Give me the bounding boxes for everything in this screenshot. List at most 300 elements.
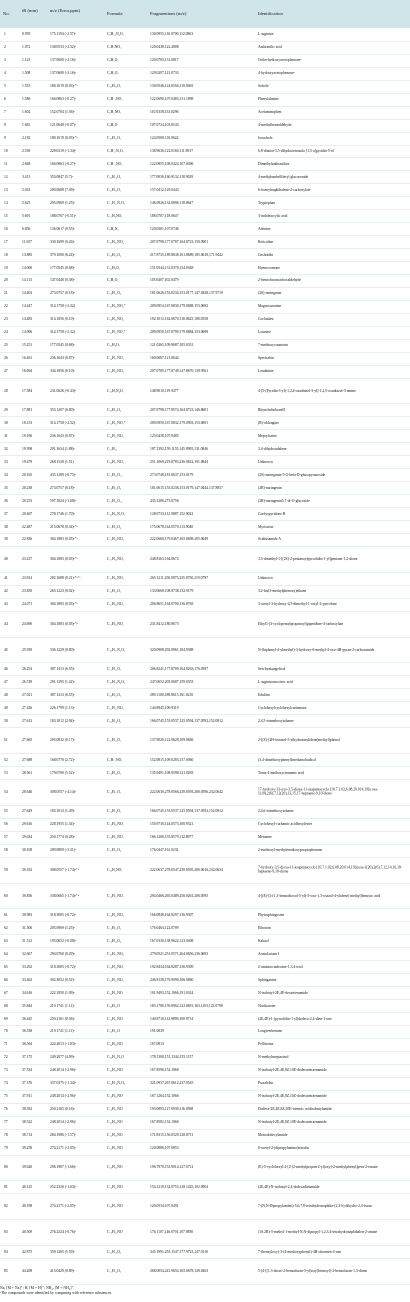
cell-formula: C₁₄H₂₅NO [107, 1042, 123, 1047]
table-row [0, 300, 410, 314]
cell-formula: C₉H₁₁NO₂ [107, 757, 123, 762]
cell-fragmentions: 167.1264,152.1066 [150, 1094, 179, 1099]
cell-no: 54 [4, 789, 8, 794]
cell-no: 81 [4, 1184, 8, 1189]
cell-no: 10 [4, 148, 8, 153]
cell-tr: 37.376 [22, 1081, 33, 1086]
cell-tr: 6.856 [22, 226, 31, 231]
table-row [0, 1258, 410, 1285]
cell-fragmentions: 107.0724,103.0543 [150, 122, 179, 127]
cell-identification: 5-[4-[(1,3-dioxo-2-benzofuran-5-yl)oxy]benzoyl]-2-benzofuran-1,3-dione [258, 1268, 368, 1273]
cell-tr: 30.983 [22, 912, 33, 917]
cell-fragmentions: 191.0839 [150, 1029, 164, 1034]
cell-fragmentions: 231.8412,180.8673 [150, 621, 179, 626]
cell-identification: Kakuol [258, 938, 269, 943]
cell-identification: 17-hydroxy-13-oxo-3,5-dioxa-11-azapentacyclo [10.7.1.02,6.08,20.014,19]icosa-1(19),2(6),7,12(20),13,15,17-heptaene-9,10-dione [258, 787, 379, 796]
cell-formula: C₁₈H₂₉NO [107, 1230, 123, 1235]
cell-fragmentions: 251.1069,219.0783,236.0822,191.0844 [150, 459, 209, 464]
footnote-reference: ᵃThe compounds were identified by comparing with reference substances. [0, 1290, 113, 1295]
cell-mz: 200.0688 (7.49)ᵃ [50, 187, 75, 192]
table-row [0, 365, 410, 379]
cell-mz: 168.0770 (2.72)ᵃ [50, 757, 75, 762]
cell-no: 17 [4, 239, 8, 244]
cell-tr: 38.522 [22, 1119, 33, 1124]
cell-tr: 20.467 [22, 511, 33, 516]
cell-identification: Edulitin [258, 692, 270, 697]
cell-no: 82 [4, 1204, 8, 1209]
table-row [0, 326, 410, 340]
cell-no: 51 [4, 737, 8, 742]
cell-identification: 4-[5-(Pyridin-3-yl)-1,2,4-oxadiazol-3-yl]-1,2,5-oxadiazol-3-amine [258, 388, 356, 393]
cell-fragmentions: 289.1100,188.8615,161.0210 [150, 692, 194, 697]
cell-tr: 40.509 [22, 1230, 33, 1235]
cell-formula: C₁₄H₂₃NO [107, 990, 123, 995]
cell-fragmentions: 176.0463,122.0709 [150, 925, 179, 930]
cell-mz: 379.1000 (6.24)ᵃ [50, 252, 75, 257]
cell-tr: 2.182 [22, 135, 31, 140]
cell-fragmentions: 124.0508,110.0624 [150, 135, 179, 140]
cell-fragmentions: 120.0381,107.0746 [150, 226, 179, 231]
cell-no: 70 [4, 1029, 8, 1034]
cell-formula: C₁₇H₂₃NO₂ [107, 576, 124, 581]
header-identification: Identification [258, 11, 283, 16]
cell-fragmentions: 154.1219,132.0753,128.1425,102.0904 [150, 1184, 209, 1189]
header-tr: tR (min) [22, 8, 38, 13]
cell-no: 39 [4, 537, 8, 542]
cell-mz: 137.0600 (-2.16)ᵃ [50, 71, 76, 76]
cell-formula: C₁₀H₁₂O₂ [107, 135, 122, 140]
cell-tr: 19.196 [22, 433, 33, 438]
cell-tr: 3.413 [22, 174, 31, 179]
cell-no: 83 [4, 1230, 8, 1235]
cell-identification: Metazine [258, 835, 272, 840]
cell-no: 9 [4, 135, 6, 140]
cell-no: 62 [4, 925, 8, 930]
cell-formula: C₁₅H₂₂O [107, 1003, 120, 1008]
cell-no: 40 [4, 556, 8, 561]
cell-no: 42 [4, 589, 8, 594]
cell-mz: 229.0319 (-1.34)ᵃ [50, 148, 76, 153]
cell-formula: C₁₂H₂₀ [107, 446, 118, 451]
cell-tr: 23.814 [22, 576, 33, 581]
cell-mz: 215.0678 (0.34)ᵃ⁺ᵇ [50, 524, 78, 529]
cell-formula: C₁₅H₉NO₇ [107, 867, 123, 872]
table-row [0, 688, 410, 702]
cell-formula: C₂₁H₂₂O₇ [107, 666, 122, 671]
cell-formula: C₁₆H₂₅NO [107, 1094, 123, 1099]
cell-tr: 2.668 [22, 161, 31, 166]
cell-identification: N-(biphenyl-4-ylmethyl)-3-hydroxy-6-methyl-4-oxo-4H-pyran-2-carboxamide [258, 647, 375, 652]
cell-mz: 304.1883 (0.05)ᵃ⁺ᵇ [50, 537, 78, 542]
cell-identification: 3-indoleacrylic acid [258, 213, 288, 218]
cell-formula: C₁₈H₂₇NO [107, 1145, 123, 1150]
table-row [0, 999, 410, 1013]
table-row [0, 442, 410, 456]
cell-fragmentions: 206.8651,164.0700,136.8765 [150, 602, 194, 607]
table-row [0, 157, 410, 171]
table-row [0, 857, 410, 884]
cell-mz: 353.1207 (6.80)ᵃ [50, 407, 75, 412]
cell-formula: C₂₀H₂₅NO [107, 1165, 123, 1170]
cell-identification: Spectrabin [258, 356, 274, 361]
cell-identification: Magnocuranine [258, 304, 282, 309]
cell-mz: 294.0760 (0.29)ᵃ [50, 951, 75, 956]
cell-tr: 23.839 [22, 589, 33, 594]
cell-no: 44 [4, 621, 8, 626]
cell-formula: C₆H₁₄N₄O₂ [107, 32, 124, 37]
cell-identification: Dodeca-2E,4E,8Z,10E-trienoic acidisobutylamide [258, 1107, 332, 1112]
cell-formula: C₁₅H₂₂O [107, 1029, 120, 1034]
cell-no: 68 [4, 1003, 8, 1008]
cell-formula: C₁₃H₂₃NO₂ [107, 705, 124, 710]
table-row [0, 248, 410, 262]
cell-identification: Aristolactam I [258, 951, 280, 956]
cell-mz: 250.2165 (0.16)ᵃ [50, 1107, 75, 1112]
cell-identification: Sen-byakangelicol [258, 666, 286, 671]
cell-fragmentions: 140.8710,112.9899,100.9714 [150, 1016, 194, 1021]
cell-fragmentions: 265.1211,250.0973,235.0750,219.0797 [150, 576, 208, 581]
cell-tr: 15.251 [22, 343, 33, 348]
cell-mz: 219.1741 (1.11)ᵃ [50, 1003, 75, 1008]
cell-formula: C₁₆H₂₂N₂O₂ [107, 511, 126, 516]
cell-fragmentions: 120.0886,107.0853 [150, 1145, 179, 1150]
cell-no: 7 [4, 110, 6, 115]
table-row [0, 947, 410, 961]
cell-identification: 7-methoxycoumarin [258, 343, 288, 348]
cell-tr: 37.911 [22, 1094, 33, 1099]
cell-tr: 30.182 [22, 867, 33, 872]
cell-no: 59 [4, 867, 8, 872]
cell-tr: 13.885 [22, 252, 33, 257]
cell-fragmentions: 320.0908,292.0961,184.9388 [150, 647, 194, 652]
table-row [0, 274, 410, 288]
table-row [0, 261, 410, 275]
cell-tr: 14.000 [22, 265, 33, 270]
table-row [0, 662, 410, 676]
cell-fragmentions: 122.0690,107.0483,131.1898 [150, 97, 194, 102]
cell-no: 36 [4, 498, 8, 503]
cell-tr: 22.836 [22, 537, 33, 542]
cell-identification: 4-methylbenzaldehyde [258, 122, 292, 127]
cell-mz: 177.0545 (0.68)ᵃ [50, 265, 75, 270]
cell-mz: 291.1295 (1.42)ᵃ [50, 679, 75, 684]
cell-formula: C₁₅H₂₄N₂O [107, 1055, 124, 1060]
cell-no: 75 [4, 1094, 8, 1099]
cell-mz: 175.1194 (-2.57)ᵃ [50, 32, 76, 37]
cell-tr: 1.681 [22, 122, 31, 127]
cell-formula: C₁₅H₂₃NO₂ [107, 835, 124, 840]
cell-no: 32 [4, 446, 8, 451]
cell-fragmentions: 209.0954,167.0830,179.0688,153.0692 [150, 304, 209, 309]
table-row [0, 209, 410, 223]
cell-mz: 302.3052 (0.52)ᵃ [50, 977, 75, 982]
cell-tr: 27.613 [22, 718, 33, 723]
cell-tr: 14.447 [22, 304, 33, 309]
cell-formula: C₂₁H₂₂O₁₀ [107, 472, 123, 477]
table-row [0, 727, 410, 754]
cell-no: 47 [4, 679, 8, 684]
table-row [0, 1103, 410, 1117]
cell-fragmentions: 120.0783,131.0817 [150, 58, 179, 63]
cell-identification: Isosafrole [258, 135, 273, 140]
cell-no: 52 [4, 757, 8, 762]
table-row [0, 170, 410, 184]
table-row [0, 416, 410, 430]
cell-formula: C₈H₈O₂ [107, 71, 119, 76]
cell-mz: 268.1528 (1.51) [50, 459, 74, 464]
cell-mz: 137.0600 (-2.16)ᵃ [50, 58, 76, 63]
cell-tr: 27.688 [22, 757, 33, 762]
cell-tr: 40.198 [22, 1204, 33, 1209]
cell-tr: 1.508 [22, 71, 31, 76]
cell-mz: 180.1019 (0.03)ᵃ⁺ᵇ [50, 135, 78, 140]
cell-formula: C₉H₁₁NO₂ [107, 97, 123, 102]
cell-formula: C₇H₁₁N₂O₇ [107, 148, 124, 153]
cell-fragmentions: 247.0652,203.0687,159.0353 [150, 679, 194, 684]
cell-fragmentions: 248.8163,164.0674 [150, 556, 179, 561]
cell-tr: 20.238 [22, 485, 33, 490]
table-header [0, 0, 410, 28]
cell-formula: C₁₅H₁₂O₅ [107, 291, 122, 296]
cell-no: 31 [4, 433, 8, 438]
cell-tr: 30.856 [22, 893, 33, 898]
cell-identification: Adenine [258, 226, 271, 231]
cell-fragmentions: 166.0848,164.8297,136.9307 [150, 912, 194, 917]
table-row [0, 1219, 410, 1246]
cell-formula: C₁₇H₂₅NO₃ [107, 556, 124, 561]
table-row [0, 934, 410, 948]
cell-fragmentions: 209.0950,167.0832,179.0903,153.0691 [150, 420, 209, 425]
cell-fragmentions: 125.0438,107.0485 [150, 433, 179, 438]
cell-mz: 179.0700 (5.52)ᵃ [50, 770, 75, 775]
cell-tr: 20.165 [22, 472, 33, 477]
cell-mz: 231.0626 (-0.43)ᵃ [50, 388, 76, 393]
cell-tr: 19.479 [22, 459, 33, 464]
cell-mz: 387.1413 (6.55)ᵃ [50, 666, 75, 671]
cell-identification: Cyclohexyl-carbamic acidhexylester [258, 822, 312, 827]
cell-fragmentions: 268.0054,241.9654,165.0678,149.0263 [150, 1268, 209, 1273]
cell-tr: 31.506 [22, 925, 33, 930]
cell-identification: (E)-5-cyclohexyl-2-[2-(2-methylpropan-2-yl)oxy]-2-methylphenyl]pent-2-enoate [258, 1165, 378, 1170]
cell-identification: 8-acetyl-2-(dipropylamino)tetralin [258, 1145, 309, 1150]
cell-mz: 359.1265 (5.59)ᵃ [50, 1249, 75, 1254]
cell-formula: C₁₀H₁₄O₃ [107, 809, 122, 814]
cell-identification: 2-aminooctadecane-1,3,4-triol [258, 964, 303, 969]
cell-formula: C₁₉H₂₃NO₃⁺ [107, 304, 126, 309]
table-row [0, 1180, 410, 1194]
cell-mz: 415.0429 (0.89)ᵃ [50, 1268, 75, 1273]
table-row [0, 779, 410, 806]
cell-formula: C₁₄H₂₁NO₂ [107, 433, 124, 438]
cell-no: 23 [4, 317, 8, 322]
cell-no: 1 [4, 32, 6, 37]
cell-identification: 2-benzofurancarboxaldehyde [258, 278, 301, 283]
cell-tr: 11.657 [22, 239, 33, 244]
cell-identification: (2R)-naringenin [258, 485, 282, 490]
cell-fragmentions: 188.0707,118.0647 [150, 213, 179, 218]
table-row [0, 1193, 410, 1220]
cell-fragmentions: 167.0813 [150, 1042, 164, 1047]
table-row [0, 818, 410, 832]
cell-no: 71 [4, 1042, 8, 1047]
cell-identification: 6-formylnaphthalene-2-carboxylate [258, 187, 311, 192]
cell-fragmentions: 146.0926,132.0806,118.0647 [150, 200, 194, 205]
cell-identification: Sphinganine [258, 977, 277, 982]
cell-identification: (R)-oblongine [258, 420, 279, 425]
cell-no: 30 [4, 420, 8, 425]
cell-no: 25 [4, 343, 8, 348]
cell-identification: Lotusine [258, 330, 271, 335]
cell-no: 84 [4, 1249, 8, 1254]
cell-identification: Hymecromone [258, 265, 280, 270]
table-row [0, 883, 410, 910]
cell-fragmentions: 176.0447,161.0231 [150, 848, 179, 853]
cell-formula: C₅H₅N₅ [107, 226, 119, 231]
cell-identification: Cordyspyridone B [258, 511, 286, 516]
cell-tr: 2.539 [22, 148, 31, 153]
table-row [0, 598, 410, 612]
cell-mz: 222.1850 (1.09)ᵃ [50, 990, 75, 995]
cell-formula: C₁₆H₂₅NO [107, 1119, 123, 1124]
cell-mz: 336.1229 (0.80)ᵃ [50, 647, 75, 652]
table-row [0, 183, 410, 197]
cell-identification: Anthranilic acid [258, 45, 282, 50]
cell-mz: 273.0757 (0.18)ᵃ [50, 485, 75, 490]
cell-formula: C₁₅H₁₂O₅ [107, 485, 122, 490]
cell-fragmentions: 207.0798,177.8574,164.8723,146.8601 [150, 407, 209, 412]
cell-mz: 138.0533 (-2.32)ᵃ [50, 45, 76, 50]
cell-no: 79 [4, 1145, 8, 1150]
cell-no: 24 [4, 330, 8, 335]
cell-tr: 16.694 [22, 368, 33, 373]
cell-formula: C₂₀H₁₈O₆ [107, 1249, 122, 1254]
cell-fragmentions: 144.8945,100.9319 [150, 705, 179, 710]
cell-no: 14 [4, 200, 8, 205]
cell-fragmentions: 150.9730,144.0575,100.9321 [150, 822, 194, 827]
cell-tr: 44.208 [22, 1268, 33, 1273]
cell-no: 66 [4, 977, 8, 982]
cell-fragmentions: 171.8315,156.0529,128.8711 [150, 1132, 194, 1137]
table-row [0, 520, 410, 534]
cell-no: 48 [4, 692, 8, 697]
cell-formula: C₁₆H₂₇NO [107, 1107, 123, 1112]
cell-mz: 205.0969 (1.25)ᵃ [50, 925, 75, 930]
table-row [0, 637, 410, 664]
cell-mz: 276.2324 (-0.76)ᵃ [50, 1230, 76, 1235]
cell-identification: 2,4,5-trimethoxytoluene [258, 718, 294, 723]
cell-no: 67 [4, 990, 8, 995]
table-row [0, 714, 410, 728]
table-row [0, 844, 410, 858]
cell-formula: C₁₇H₂₅NO₃ [107, 621, 124, 626]
cell-no: 76 [4, 1107, 8, 1112]
cell-no: 6 [4, 97, 6, 102]
table-row [0, 28, 410, 42]
cell-mz: 353.0847 (5.7)ᵃ [50, 174, 73, 179]
cell-identification: 7-(benzyloxy)-3-(4-methoxyphenyl)-4H-chromen-4-one [258, 1249, 342, 1254]
cell-identification: RhyncholinkoneD [258, 407, 286, 412]
cell-mz: 249.2077 (4.09)ᵃ [50, 1055, 75, 1060]
cell-no: 46 [4, 666, 8, 671]
table-footnotes [0, 1286, 410, 1296]
cell-no: 41 [4, 576, 8, 581]
cell-tr: 36.564 [22, 1042, 33, 1047]
cell-tr: 1.602 [22, 110, 31, 115]
cell-tr: 27.629 [22, 809, 33, 814]
table-row [0, 1245, 410, 1259]
cell-mz: 219.1741 (1.11)ᵃ [50, 1029, 75, 1034]
cell-formula: C₁₀H₈O₃ [107, 343, 120, 348]
cell-formula: C₉H₁₁NO₂ [107, 161, 123, 166]
cell-formula: C₁₀H₈N₄O₂ [107, 388, 124, 393]
cell-identification: (2S)-naringenin-5-O-beta-D-glucopyranoside [258, 472, 326, 477]
cell-identification: (2S)-naringenin [258, 291, 282, 296]
cell-mz: 236.1643 (0.87)ᵃ [50, 433, 75, 438]
cell-fragmentions: 279.0521,251.0571,264.0656,236.0693 [150, 951, 209, 956]
cell-formula: C₁₆H₁₁NO₇ [107, 893, 124, 898]
cell-no: 8 [4, 122, 6, 127]
cell-fragmentions: 138.9636,122.0160,111.8917 [150, 148, 194, 153]
table-row [0, 235, 410, 249]
table-row [0, 585, 410, 599]
cell-identification: 2,4,6-trimethoxytoluene [258, 809, 294, 814]
cell-formula: C₂₀H₁₈O₈ [107, 692, 122, 697]
table-row [0, 494, 410, 508]
cell-formula: C₁₅H₂₁NO₃ [107, 459, 124, 464]
cell-tr: 35.844 [22, 1003, 33, 1008]
table-row [0, 429, 410, 443]
table-row [0, 1038, 410, 1052]
cell-identification: L-argininosuccinic acid [258, 679, 293, 684]
cell-identification: 4-methylumbelliferyl glucuronide [258, 174, 309, 179]
cell-fragmentions: 175.0678,144.0570,113.9040 [150, 524, 194, 529]
cell-no: 22 [4, 304, 8, 309]
header-mz: m/z (Error,ppm) [50, 8, 80, 13]
table-row [0, 352, 410, 366]
cell-mz: 188.0707 (-0.51)ᵃ [50, 213, 76, 218]
cell-mz: 338.0665 (-1.74)ᵃ⁺ᵇ [50, 893, 79, 898]
cell-no: 50 [4, 718, 8, 723]
cell-identification: N-methylmeptazinol [258, 1055, 289, 1060]
cell-identification: Tryptophan [258, 200, 276, 205]
cell-mz: 250.1774 (0.28)ᵃ [50, 835, 75, 840]
cell-identification: Myristicin [258, 524, 274, 529]
table-row [0, 986, 410, 1000]
cell-formula: C₁₁H₁₂N₂O₂ [107, 200, 126, 205]
cell-tr: 36.445 [22, 1016, 33, 1021]
cell-no: 15 [4, 213, 8, 218]
cell-tr: 38.392 [22, 1107, 33, 1112]
cell-formula: C₁₆H₂₅NO [107, 1068, 123, 1073]
cell-formula: C₁₇H₂₅NO₃ [107, 537, 124, 542]
cell-formula: C₁₃H₂₅NO₂ [107, 822, 124, 827]
cell-no: 19 [4, 265, 8, 270]
cell-tr: 16.461 [22, 356, 33, 361]
cell-mz: 177.0545 (0.68)ᵃ [50, 343, 75, 348]
cell-tr: 42.875 [22, 1249, 33, 1254]
cell-mz: 205.0969 (1.25)ᵃ [50, 200, 75, 205]
cell-tr: 33.462 [22, 977, 33, 982]
table-row [0, 973, 410, 987]
cell-fragmentions: 222.0660,179.0467,165.0698,205.0649 [150, 537, 209, 542]
cell-formula: C₁₁H₉NO₂ [107, 213, 123, 218]
cell-formula: C₈H₈O [107, 122, 118, 127]
cell-fragmentions: 135.9491,108.9598,121.0283 [150, 770, 194, 775]
cell-mz: 248.2014 (-2.96)ᵃ [50, 1119, 76, 1124]
cell-no: 60 [4, 893, 8, 898]
cell-fragmentions: 206.8241,177.8709,164.8263,176.0397 [150, 666, 209, 671]
cell-mz: 265.1223 (0.02)ᵃ [50, 589, 75, 594]
